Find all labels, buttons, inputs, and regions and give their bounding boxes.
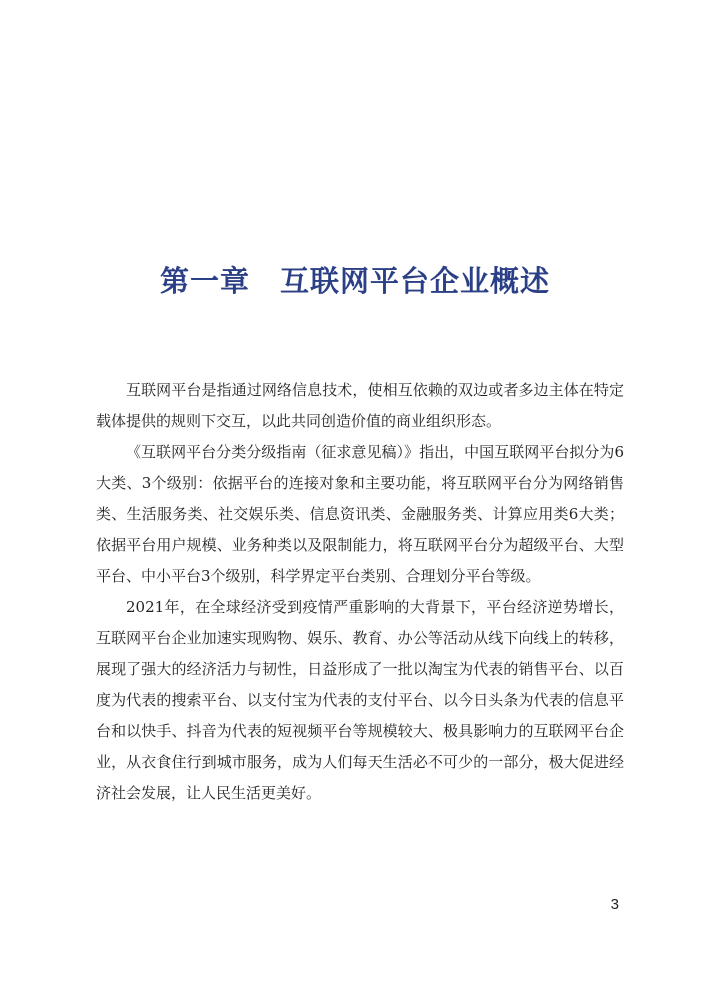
paragraph-development: 2021年，在全球经济受到疫情严重影响的大背景下，平台经济逆势增长，互联网平台企业加速实现购物、娱乐、教育、办公等活动从线下向线上的转移，展现了强大的经济活力与韧性，日益形成了一批以淘宝为代表的销售平台、以百度为代表的搜索平台、以支付宝为代表的支付平台、以今日头条为代表的信息平台和以快手、抖音为代表的短视频平台等规模较大、极具影响力的互联网平台企业，从衣食住行到城市服务，成为人们每天生活必不可少的一部分，极大促进经济社会发展，让人民生活更美好。: [96, 598, 624, 802]
paragraph-definition: 互联网平台是指通过网络信息技术，使相互依赖的双边或者多边主体在特定载体提供的规则下交互，以此共同创造价值的商业组织形态。: [96, 381, 624, 430]
page-number: 3: [610, 896, 619, 913]
body-text: [96, 375, 624, 809]
chapter-title: 第一章 互联网平台企业概述: [159, 264, 550, 299]
paragraph-classification: 《互联网平台分类分级指南（征求意见稿）》指出，中国互联网平台拟分为6大类、3个级别：依据平台的连接对象和主要功能，将互联网平台分为网络销售类、生活服务类、社交娱乐类、信息资讯类、金融服务类、计算应用类6大类；依据平台用户规模、业务种类以及限制能力，将互联网平台分为超级平台、大型平台、中小平台3个级别，科学界定平台类别、合理划分平台等级。: [96, 443, 624, 585]
